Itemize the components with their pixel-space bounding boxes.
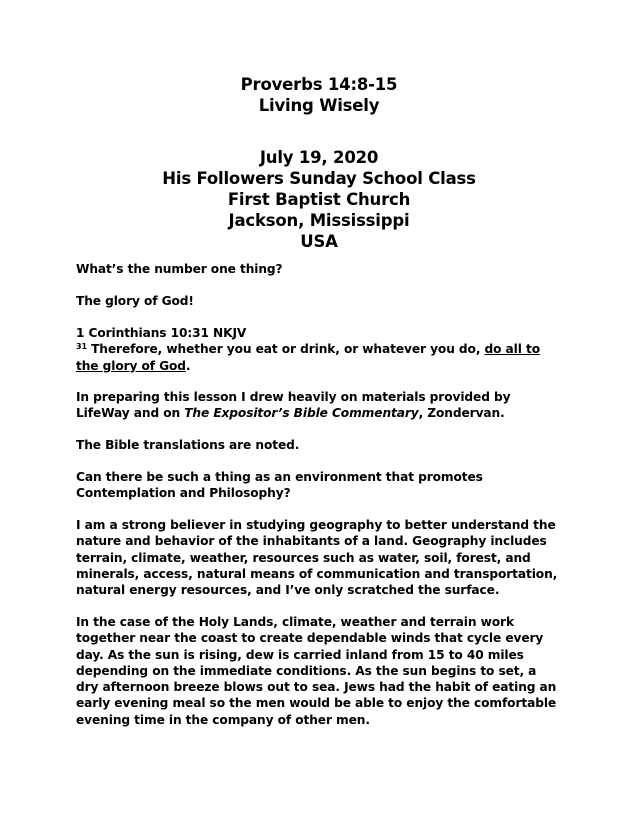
paragraph-environment-question: Can there be such a thing as an environment that promotes Contemplation and Philosophy?: [76, 470, 483, 501]
scripture-verse: [76, 341, 562, 374]
verse-number: 31: [76, 342, 87, 352]
sources-text-a: In preparing this lesson I drew heavily on materials provided by LifeWay and on: [76, 390, 511, 421]
lesson-scripture-title: Proverbs 14:8-15: [240, 75, 398, 94]
church-name: First Baptist Church: [227, 190, 411, 209]
country: USA: [300, 232, 338, 251]
paragraph-geography: I am a strong believer in studying geography to better understand the nature and behavior of the inhabitants of a land. Geography includes terrain, climate, weather, resources such as water, soil, forest, and minerals, access, natural means of communication and transportation, natural energy resources, and I’ve only scratched the surface.: [76, 518, 558, 598]
paragraph-translations: The Bible translations are noted.: [76, 438, 300, 452]
city-state: Jackson, Mississippi: [228, 211, 410, 230]
paragraph-sources: [76, 389, 562, 422]
paragraph-answer: The glory of God!: [76, 294, 194, 308]
lesson-date: July 19, 2020: [259, 148, 379, 167]
scripture-quote: [76, 325, 562, 374]
verse-underlined-text: do all to the glory of God: [76, 342, 540, 373]
class-name: His Followers Sunday School Class: [162, 169, 476, 188]
verse-text: Therefore, whether you eat or drink, or whatever you do,: [86, 342, 485, 357]
verse-end: .: [185, 358, 191, 373]
paragraph-question: What’s the number one thing?: [76, 262, 283, 276]
lesson-subtitle: Living Wisely: [258, 96, 380, 115]
sources-text-b: , Zondervan.: [418, 406, 505, 421]
scripture-reference: 1 Corinthians 10:31 NKJV: [76, 326, 247, 340]
paragraph-holy-lands: In the case of the Holy Lands, climate, weather and terrain work together near the coast to create dependable winds that cycle every day. As the sun is rising, dew is carried inland from 15 to 40 miles depending on the immediate conditions. As the sun begins to set, a dry afternoon breeze blows out to sea. Jews had the habit of eating an early evening meal so the men would be able to enjoy the comfortable evening time in the company of other men.: [76, 615, 557, 727]
sources-commentary-title: The Expositor’s Bible Commentary: [184, 406, 419, 421]
